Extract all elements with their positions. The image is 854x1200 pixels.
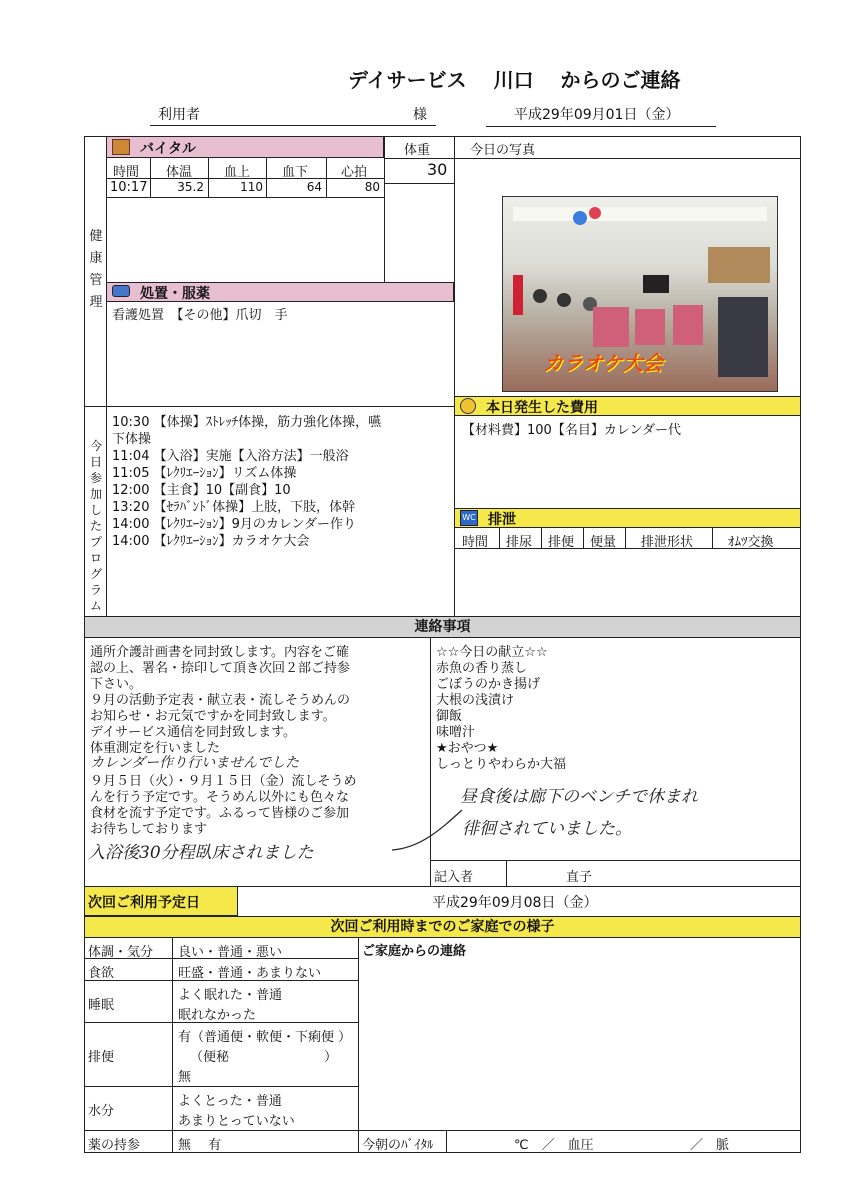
next-date-value: 平成29年09月08日（金） [432, 895, 598, 911]
program-line-6: 13:20 【ｾﾗﾊﾞﾝﾄﾞ体操】上肢，下肢，体幹 [112, 500, 356, 515]
vital-col-bp-low: 血下 [282, 165, 309, 180]
program-line-7: 14:00 【ﾚｸﾘｴｰｼｮﾝ】9月のカレンダー作り [112, 517, 357, 532]
exc-col-shape: 排泄形状 [641, 535, 694, 550]
karaoke-photo [502, 196, 778, 392]
home-row-bowel-opt3: 無 [178, 1070, 192, 1085]
home-row-water-label: 水分 [88, 1104, 115, 1119]
handwritten-note-3: 昼食後は廊下のベンチで休まれ [460, 787, 698, 807]
program-line-2: 下体操 [112, 432, 152, 447]
handwritten-note-2: 入浴後30分程臥床されました [88, 843, 314, 863]
menu-line-7: ★おやつ★ [436, 741, 499, 756]
page-title: デイサービス 川口 からのご連絡 [348, 68, 681, 92]
menu-line-2: 赤魚の香り蒸し [436, 661, 528, 676]
contact-line-9: ９月５日（火）・９月１５日（金）流しそうめ [90, 774, 357, 789]
menu-line-8: しっとりやわらか大福 [436, 757, 567, 772]
home-row-sleep-label: 睡眠 [88, 998, 115, 1013]
home-row-appetite-opts: 旺盛・普通・あまりない [178, 966, 322, 981]
photo-caption: カラオケ大会 [543, 351, 663, 375]
treatment-text: 看護処置 【その他】爪切 手 [112, 308, 288, 323]
sama-label: 様 [413, 107, 427, 123]
vital-title: バイタル [140, 141, 196, 157]
morning-pulse: ／ 脈 [690, 1138, 730, 1153]
vital-col-pulse: 心拍 [341, 165, 368, 180]
home-row-medicine-label: 薬の持参 [88, 1138, 141, 1153]
exc-col-time: 時間 [462, 535, 489, 550]
home-row-medicine-opts: 無 有 [178, 1138, 222, 1153]
contact-header-bar [84, 616, 801, 638]
home-header-bar [84, 916, 801, 938]
contact-line-11: 食材を流す予定です。ふるって皆様のご参加 [90, 806, 349, 821]
vital-pulse-value: 80 [364, 180, 380, 194]
vital-temp-value: 35.2 [177, 180, 204, 194]
exc-col-stool: 排便 [548, 535, 575, 550]
program-line-1: 10:30 【体操】ｽﾄﾚｯﾁ体操，筋力強化体操，嚥 [112, 415, 382, 430]
report-date: 平成29年09月01日（金） [514, 107, 680, 123]
contact-line-5: お知らせ・お元気ですかを同封致します。 [90, 709, 336, 724]
vital-col-time: 時間 [113, 165, 140, 180]
contact-line-7: 体重測定を行いました [90, 741, 221, 756]
home-row-sleep-opt1: よく眠れた・普通 [178, 988, 283, 1003]
contact-line-6: デイサービス通信を同封致します。 [90, 725, 297, 740]
writer-label: 記入者 [434, 870, 474, 885]
morning-temp-bp: ℃ ／ 血圧 [514, 1138, 594, 1153]
coin-icon [460, 398, 476, 414]
handwritten-note-4: 徘徊されていました。 [462, 819, 632, 839]
clipboard-icon [112, 139, 130, 155]
morning-vital-label: 今朝のﾊﾞｲﾀﾙ [362, 1138, 434, 1153]
contact-line-10: んを行う予定です。そうめん以外にも色々な [90, 790, 349, 805]
home-row-water-opt1: よくとった・普通 [178, 1094, 282, 1109]
home-row-bowel-opt2: （便秘 ） [190, 1050, 338, 1065]
cost-text: 【材料費】100【名目】カレンダー代 [462, 423, 681, 438]
home-row-water-opt2: あまりとっていない [178, 1114, 295, 1129]
home-row-sleep-opt2: 眠れなかった [178, 1008, 257, 1023]
program-line-5: 12:00 【主食】10【副食】10 [112, 483, 291, 498]
vital-bp-high-value: 110 [240, 180, 263, 194]
program-line-8: 14:00 【ﾚｸﾘｴｰｼｮﾝ】カラオケ大会 [112, 534, 310, 549]
vital-col-bp-high: 血上 [224, 165, 251, 180]
user-label: 利用者 [158, 107, 200, 123]
treatment-title: 処置・服薬 [140, 286, 210, 302]
cost-title: 本日発生した費用 [486, 400, 598, 416]
vital-bp-low-value: 64 [306, 180, 322, 194]
exc-col-urine: 排尿 [506, 535, 533, 550]
home-title: 次回ご利用時までのご家庭での様子 [330, 919, 555, 935]
exc-col-amount: 便量 [590, 535, 617, 550]
home-row-appetite-label: 食欲 [88, 966, 115, 981]
writer-name: 直子 [566, 870, 593, 885]
home-row-mood-label: 体調・気分 [88, 945, 154, 960]
contact-line-3: 下さい。 [90, 677, 143, 692]
menu-line-4: 大根の浅漬け [436, 693, 515, 708]
weight-value: 30 [427, 160, 448, 179]
excretion-title: 排泄 [488, 512, 516, 528]
health-side-label: 健 康 管 理 [89, 229, 103, 310]
contact-title: 連絡事項 [414, 619, 471, 635]
menu-line-5: 御飯 [436, 709, 463, 724]
toilet-icon: WC [460, 510, 478, 526]
family-contact-label: ご家庭からの連絡 [362, 944, 467, 959]
weight-label: 体重 [404, 143, 431, 158]
next-date-label: 次回ご利用予定日 [88, 895, 200, 911]
home-row-mood-opts: 良い・普通・悪い [178, 945, 283, 960]
program-line-3: 11:04 【入浴】実施【入浴方法】一般浴 [112, 449, 349, 464]
menu-line-3: ごぼうのかき揚げ [436, 677, 541, 692]
pill-icon [112, 285, 130, 297]
contact-line-12: お待ちしております [90, 822, 208, 837]
program-line-4: 11:05 【ﾚｸﾘｴｰｼｮﾝ】リズム体操 [112, 466, 297, 481]
handwritten-note-1: カレンダー作り行いませんでした [90, 755, 300, 771]
exc-col-diaper: ｵﾑﾂ交換 [728, 535, 774, 550]
handwritten-arrow [390, 800, 470, 860]
program-side-label: 今 日 参 加 し た プ ロ グ ラ ム [89, 439, 102, 613]
menu-line-6: 味噌汁 [436, 725, 476, 740]
home-row-bowel-label: 排便 [88, 1050, 115, 1065]
menu-line-1: ☆☆今日の献立☆☆ [436, 645, 548, 660]
photo-label: 今日の写真 [470, 143, 536, 158]
contact-line-4: ９月の活動予定表・献立表・流しそうめんの [90, 693, 351, 708]
contact-line-2: 認の上、署名・捺印して頂き次回２部ご持参 [90, 661, 351, 676]
vital-col-temp: 体温 [166, 165, 193, 180]
vital-time-value: 10:17 [110, 180, 148, 195]
home-row-bowel-opt1: 有（普通便・軟便・下痢便 ） [178, 1030, 352, 1045]
contact-line-1: 通所介護計画書を同封致します。内容をご確 [90, 645, 349, 660]
